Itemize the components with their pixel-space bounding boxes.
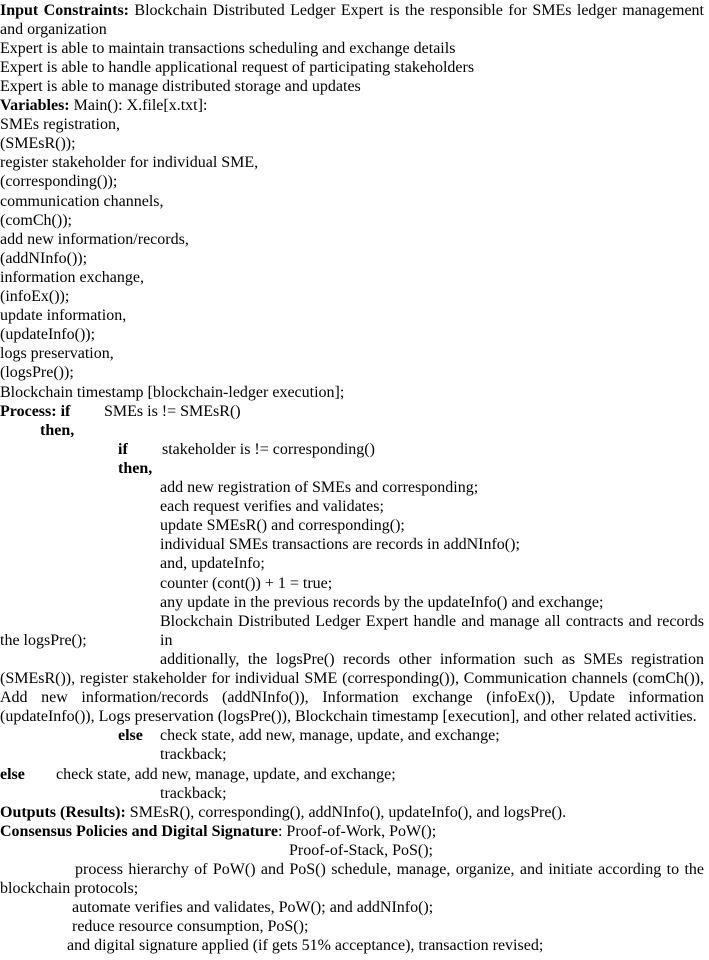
keyword-label: else	[0, 765, 25, 783]
document-line	[0, 765, 25, 784]
line-text: SMEs registration,	[0, 116, 120, 134]
document-line	[160, 593, 603, 612]
document-line	[160, 726, 500, 745]
document-line	[0, 39, 455, 58]
document-line	[67, 936, 543, 955]
keyword-label: else	[118, 727, 143, 745]
document-line	[160, 554, 265, 573]
line-text: additionally, the logsPre() records other information such as SMEs registration	[160, 650, 704, 668]
line-text: (updateInfo()), Logs preservation (logsPre()), Blockchain timestamp [execution], and other related activities.	[0, 708, 697, 726]
document-line	[0, 688, 704, 707]
document-line	[72, 898, 433, 917]
document-line	[160, 574, 332, 593]
line-text: update SMEsR() and corresponding();	[160, 517, 405, 535]
document-line	[0, 325, 95, 344]
document-line	[0, 115, 120, 134]
line-text: (infoEx());	[0, 288, 70, 305]
document-line	[104, 402, 241, 421]
line-text: Blockchain Distributed Ledger Expert is the responsible for SMEs ledger management	[129, 1, 705, 19]
line-text: and organization	[0, 20, 107, 38]
document-line	[0, 707, 697, 726]
document-line	[0, 1, 704, 20]
keyword-label: Process: if	[0, 402, 71, 420]
document-line	[160, 478, 478, 497]
line-text: check state, add new, manage, update, and exchange;	[56, 765, 396, 783]
line-text: Add new information/records (addNInfo()), Information exchange (infoEx()), Update information	[0, 689, 704, 707]
document-line	[160, 784, 227, 803]
line-text: (corresponding());	[0, 173, 118, 191]
keyword-label: Outputs (Results):	[0, 803, 126, 821]
document-line	[289, 841, 433, 860]
line-text: update information,	[0, 307, 127, 325]
keyword-label: if	[118, 440, 128, 458]
document-line	[0, 879, 138, 898]
line-text: counter (cont()) + 1 = true;	[160, 574, 333, 592]
line-text: Expert is able to handle applicational request of participating stakeholders	[0, 58, 475, 76]
line-text: Expert is able to maintain transactions scheduling and exchange details	[0, 39, 456, 57]
line-text: process hierarchy of PoW() and PoS() schedule, manage, organize, and initiate according to the	[75, 861, 704, 878]
document-line	[118, 440, 128, 459]
document-line	[0, 287, 69, 306]
document-line	[118, 726, 143, 745]
document-line	[160, 650, 704, 669]
document-line	[0, 402, 70, 421]
line-text: blockchain protocols;	[0, 880, 139, 898]
document-line	[0, 172, 117, 191]
document-line	[118, 459, 152, 478]
document-line	[75, 860, 704, 879]
document-line	[56, 765, 396, 784]
line-text: Blockchain timestamp [blockchain-ledger execution];	[0, 383, 345, 401]
line-text: (SMEsR()), register stakeholder for individual SME (corresponding()), Communication channels (comCh()),	[0, 670, 704, 687]
keyword-label: then,	[118, 459, 153, 477]
document-line	[0, 822, 436, 841]
document-line	[0, 134, 76, 153]
document-line	[160, 497, 384, 516]
line-text: Blockchain Distributed Ledger Expert handle and manage all contracts and records in	[160, 612, 704, 649]
document-line	[0, 306, 126, 325]
document-line	[0, 344, 114, 363]
document-line	[0, 363, 74, 382]
document-line	[0, 631, 87, 650]
line-text: trackback;	[160, 784, 227, 802]
line-text: the logsPre();	[0, 631, 87, 649]
line-text: SMEsR(), corresponding(), addNInfo(), updateInfo(), and logsPre().	[125, 803, 567, 821]
document-line	[160, 516, 405, 535]
document-line	[0, 192, 164, 211]
line-text: : Proof-of-Work, PoW();	[277, 822, 437, 840]
line-text: SMEs is != SMEsR()	[104, 402, 241, 420]
document-line	[40, 421, 74, 440]
document-line	[72, 917, 308, 936]
document-line	[0, 20, 107, 39]
document-line	[0, 153, 258, 172]
document-line	[0, 803, 566, 822]
document-line	[0, 211, 72, 230]
line-text: logs preservation,	[0, 345, 114, 363]
line-text: (logsPre());	[0, 364, 74, 382]
keyword-label: then,	[40, 421, 75, 439]
document-line	[160, 535, 520, 554]
line-text: (updateInfo());	[0, 326, 96, 344]
document-line	[0, 230, 189, 249]
document-line	[0, 96, 207, 115]
line-text: reduce resource consumption, PoS();	[72, 918, 309, 936]
line-text: trackback;	[160, 746, 227, 764]
keyword-label: Consensus Policies and Digital Signature	[0, 822, 278, 840]
document-line	[0, 383, 344, 402]
line-text: add new registration of SMEs and corresponding;	[160, 479, 479, 496]
line-text: (SMEsR());	[0, 135, 76, 153]
line-text: stakeholder is != corresponding()	[162, 440, 375, 458]
keyword-label: Variables:	[0, 97, 70, 114]
document-line	[0, 77, 361, 96]
line-text: register stakeholder for individual SME,	[0, 154, 259, 172]
document-line	[0, 58, 474, 77]
line-text: add new information/records,	[0, 230, 189, 248]
line-text: Expert is able to manage distributed storage and updates	[0, 77, 361, 95]
line-text: Proof-of-Stack, PoS();	[289, 841, 433, 859]
line-text: automate verifies and validates, PoW(); and addNInfo();	[72, 899, 434, 917]
line-text: any update in the previous records by the updateInfo() and exchange;	[160, 593, 604, 611]
line-text: Main(): X.file[x.txt]:	[69, 97, 208, 114]
document-line	[0, 268, 144, 287]
document-line	[162, 440, 375, 459]
document-line	[0, 249, 87, 268]
line-text: communication channels,	[0, 192, 164, 210]
line-text: and, updateInfo;	[160, 555, 265, 573]
document-line	[160, 745, 227, 764]
line-text: individual SMEs transactions are records in addNInfo();	[160, 536, 520, 554]
line-text: check state, add new, manage, update, and exchange;	[160, 727, 500, 745]
line-text: and digital signature applied (if gets 51% acceptance), transaction revised;	[67, 937, 544, 955]
line-text: information exchange,	[0, 268, 144, 286]
line-text: each request verifies and validates;	[160, 498, 384, 516]
document-line	[0, 669, 704, 688]
keyword-label: Input Constraints:	[0, 1, 130, 19]
line-text: (comCh());	[0, 211, 72, 229]
document-line	[160, 612, 704, 649]
line-text: (addNInfo());	[0, 249, 88, 267]
